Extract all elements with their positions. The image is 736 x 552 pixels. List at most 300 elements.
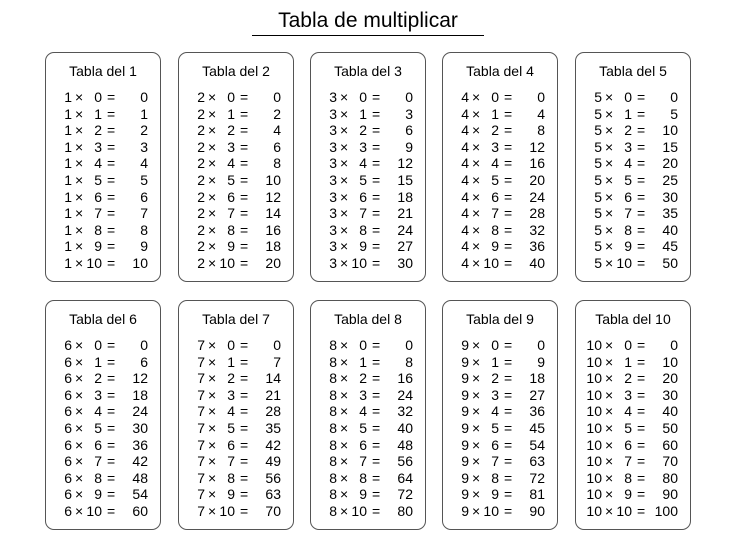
multiplicand: 5 — [594, 171, 602, 188]
multiplicand: 5 — [594, 138, 602, 155]
multiplicand: 10 — [586, 436, 602, 453]
multiplicand: 9 — [461, 386, 469, 403]
multiplicand: 3 — [329, 171, 337, 188]
equals-sign: = — [637, 155, 646, 172]
table-row — [46, 172, 160, 189]
multiplicand: 6 — [64, 386, 72, 403]
table-row — [179, 337, 293, 354]
multiplicand: 6 — [64, 453, 72, 470]
times-sign: × — [208, 337, 217, 353]
multiplier: 5 — [227, 171, 235, 188]
times-sign: × — [208, 486, 217, 503]
multiplier: 8 — [359, 469, 367, 486]
product: 30 — [132, 419, 148, 436]
product: 32 — [397, 403, 413, 420]
table-row — [576, 403, 690, 420]
equals-sign: = — [240, 205, 249, 222]
multiplicand: 7 — [197, 370, 205, 387]
product: 9 — [537, 353, 545, 370]
table-rows — [311, 337, 425, 520]
multiplicand: 4 — [461, 188, 469, 205]
equals-sign: = — [504, 403, 513, 420]
times-sign: × — [208, 89, 217, 105]
equals-sign: = — [107, 353, 116, 370]
table-row — [46, 437, 160, 454]
equals-sign: = — [637, 353, 646, 370]
times-table-card — [575, 52, 691, 282]
multiplier: 2 — [359, 122, 367, 139]
product: 30 — [397, 254, 413, 271]
table-rows — [443, 89, 557, 272]
table-row — [576, 370, 690, 387]
multiplier: 5 — [227, 419, 235, 436]
times-sign: × — [208, 171, 217, 188]
times-sign: × — [472, 138, 481, 155]
times-table-card — [45, 300, 161, 530]
times-sign: × — [605, 238, 614, 255]
times-sign: × — [75, 155, 84, 172]
equals-sign: = — [504, 238, 513, 255]
product: 40 — [662, 221, 678, 238]
product: 6 — [140, 188, 148, 205]
equals-sign: = — [372, 238, 381, 255]
multiplicand: 6 — [64, 502, 72, 519]
equals-sign: = — [372, 171, 381, 188]
table-row — [576, 470, 690, 487]
times-sign: × — [605, 89, 614, 105]
equals-sign: = — [240, 138, 249, 155]
multiplier: 2 — [624, 122, 632, 139]
times-sign: × — [472, 89, 481, 105]
multiplicand: 5 — [594, 254, 602, 271]
multiplier: 10 — [483, 502, 499, 519]
product: 70 — [265, 502, 281, 519]
table-row — [179, 172, 293, 189]
table-row — [46, 106, 160, 123]
table-row — [179, 503, 293, 520]
equals-sign: = — [240, 386, 249, 403]
multiplier: 9 — [359, 238, 367, 255]
equals-sign: = — [637, 436, 646, 453]
product: 24 — [132, 403, 148, 420]
times-sign: × — [472, 453, 481, 470]
multiplier: 4 — [491, 155, 499, 172]
table-row — [443, 354, 557, 371]
multiplicand: 3 — [329, 188, 337, 205]
equals-sign: = — [240, 502, 249, 519]
equals-sign: = — [107, 337, 116, 353]
product: 12 — [265, 188, 281, 205]
equals-sign: = — [504, 469, 513, 486]
multiplicand: 5 — [594, 122, 602, 139]
multiplier: 10 — [351, 502, 367, 519]
multiplier: 8 — [624, 221, 632, 238]
multiplicand: 1 — [64, 238, 72, 255]
times-sign: × — [472, 171, 481, 188]
times-sign: × — [472, 205, 481, 222]
multiplicand: 3 — [329, 138, 337, 155]
product: 21 — [265, 386, 281, 403]
table-row — [576, 387, 690, 404]
table-rows — [179, 89, 293, 272]
equals-sign: = — [372, 254, 381, 271]
multiplicand: 1 — [64, 138, 72, 155]
multiplicand: 10 — [586, 337, 602, 353]
product: 28 — [529, 205, 545, 222]
multiplier: 4 — [359, 155, 367, 172]
table-row — [311, 205, 425, 222]
table-row — [576, 337, 690, 354]
table-row — [443, 255, 557, 272]
equals-sign: = — [637, 453, 646, 470]
equals-sign: = — [107, 138, 116, 155]
multiplicand: 8 — [329, 453, 337, 470]
product: 2 — [140, 122, 148, 139]
table-row — [46, 403, 160, 420]
product: 4 — [273, 122, 281, 139]
multiplicand: 8 — [329, 370, 337, 387]
times-sign: × — [208, 155, 217, 172]
equals-sign: = — [240, 337, 249, 353]
multiplier: 4 — [227, 155, 235, 172]
times-sign: × — [340, 122, 349, 139]
table-row — [311, 437, 425, 454]
multiplier: 8 — [227, 221, 235, 238]
multiplier: 10 — [616, 254, 632, 271]
table-row — [46, 89, 160, 106]
table-rows — [576, 89, 690, 272]
multiplicand: 1 — [64, 122, 72, 139]
multiplier: 2 — [491, 122, 499, 139]
table-row — [576, 238, 690, 255]
equals-sign: = — [107, 89, 116, 105]
multiplicand: 2 — [197, 122, 205, 139]
product: 0 — [140, 89, 148, 105]
times-sign: × — [75, 138, 84, 155]
table-row — [311, 503, 425, 520]
table-row — [179, 403, 293, 420]
product: 35 — [265, 419, 281, 436]
multiplicand: 9 — [461, 337, 469, 353]
multiplier: 7 — [491, 453, 499, 470]
times-table-card — [178, 300, 294, 530]
equals-sign: = — [107, 469, 116, 486]
multiplier: 5 — [359, 171, 367, 188]
equals-sign: = — [504, 436, 513, 453]
multiplicand: 8 — [329, 469, 337, 486]
multiplier: 8 — [491, 469, 499, 486]
table-title: Tabla del 6 — [69, 311, 137, 327]
product: 0 — [273, 89, 281, 105]
product: 7 — [273, 353, 281, 370]
equals-sign: = — [240, 353, 249, 370]
times-sign: × — [340, 469, 349, 486]
equals-sign: = — [240, 171, 249, 188]
product: 2 — [273, 105, 281, 122]
table-rows — [179, 337, 293, 520]
multiplier: 4 — [94, 155, 102, 172]
multiplier: 0 — [94, 337, 102, 353]
table-row — [179, 354, 293, 371]
product: 24 — [529, 188, 545, 205]
product: 6 — [140, 353, 148, 370]
multiplicand: 10 — [586, 419, 602, 436]
multiplier: 6 — [359, 436, 367, 453]
multiplier: 3 — [227, 386, 235, 403]
table-row — [46, 155, 160, 172]
product: 8 — [273, 155, 281, 172]
multiplicand: 9 — [461, 486, 469, 503]
table-row — [576, 437, 690, 454]
times-sign: × — [75, 89, 84, 105]
table-row — [443, 189, 557, 206]
times-table-card — [442, 52, 558, 282]
table-title: Tabla del 10 — [595, 311, 671, 327]
times-table-card — [45, 52, 161, 282]
table-row — [46, 503, 160, 520]
equals-sign: = — [372, 221, 381, 238]
table-title: Tabla del 7 — [202, 311, 270, 327]
product: 6 — [405, 122, 413, 139]
multiplier: 7 — [94, 205, 102, 222]
multiplicand: 10 — [586, 370, 602, 387]
table-row — [46, 420, 160, 437]
table-row — [443, 470, 557, 487]
multiplier: 7 — [227, 205, 235, 222]
multiplier: 9 — [491, 486, 499, 503]
table-row — [443, 370, 557, 387]
product: 48 — [132, 469, 148, 486]
table-row — [46, 255, 160, 272]
table-row — [311, 222, 425, 239]
table-row — [311, 255, 425, 272]
times-sign: × — [340, 254, 349, 271]
table-row — [46, 122, 160, 139]
times-sign: × — [340, 436, 349, 453]
multiplier: 2 — [624, 370, 632, 387]
times-sign: × — [75, 238, 84, 255]
times-sign: × — [605, 502, 614, 519]
equals-sign: = — [637, 486, 646, 503]
table-row — [443, 106, 557, 123]
table-row — [576, 172, 690, 189]
multiplier: 9 — [359, 486, 367, 503]
product: 72 — [397, 486, 413, 503]
equals-sign: = — [372, 105, 381, 122]
multiplicand: 9 — [461, 353, 469, 370]
times-sign: × — [340, 105, 349, 122]
equals-sign: = — [637, 370, 646, 387]
times-sign: × — [75, 486, 84, 503]
multiplier: 9 — [624, 486, 632, 503]
product: 15 — [397, 171, 413, 188]
equals-sign: = — [240, 221, 249, 238]
multiplicand: 3 — [329, 205, 337, 222]
equals-sign: = — [107, 205, 116, 222]
multiplier: 6 — [227, 436, 235, 453]
multiplicand: 2 — [197, 254, 205, 271]
equals-sign: = — [504, 122, 513, 139]
multiplier: 4 — [624, 403, 632, 420]
product: 5 — [140, 171, 148, 188]
table-row — [311, 470, 425, 487]
multiplicand: 8 — [329, 502, 337, 519]
times-sign: × — [75, 337, 84, 353]
multiplicand: 7 — [197, 486, 205, 503]
table-rows — [576, 337, 690, 520]
table-row — [179, 470, 293, 487]
times-sign: × — [75, 502, 84, 519]
times-table-card — [310, 300, 426, 530]
product: 0 — [670, 337, 678, 353]
multiplicand: 9 — [461, 453, 469, 470]
equals-sign: = — [372, 502, 381, 519]
product: 36 — [529, 403, 545, 420]
equals-sign: = — [372, 370, 381, 387]
multiplier: 6 — [491, 436, 499, 453]
times-sign: × — [605, 337, 614, 353]
equals-sign: = — [372, 155, 381, 172]
equals-sign: = — [637, 254, 646, 271]
table-title: Tabla del 5 — [599, 63, 667, 79]
multiplier: 2 — [94, 122, 102, 139]
times-table-card — [310, 52, 426, 282]
table-row — [179, 486, 293, 503]
product: 63 — [265, 486, 281, 503]
table-row — [311, 139, 425, 156]
equals-sign: = — [504, 205, 513, 222]
multiplicand: 2 — [197, 205, 205, 222]
multiplier: 10 — [483, 254, 499, 271]
product: 50 — [662, 254, 678, 271]
product: 50 — [662, 419, 678, 436]
product: 80 — [397, 502, 413, 519]
multiplier: 4 — [359, 403, 367, 420]
equals-sign: = — [504, 171, 513, 188]
table-row — [443, 453, 557, 470]
table-row — [576, 222, 690, 239]
times-sign: × — [208, 419, 217, 436]
table-row — [443, 486, 557, 503]
multiplicand: 8 — [329, 436, 337, 453]
equals-sign: = — [372, 403, 381, 420]
times-sign: × — [472, 155, 481, 172]
times-sign: × — [208, 254, 217, 271]
equals-sign: = — [240, 105, 249, 122]
times-sign: × — [208, 188, 217, 205]
multiplicand: 2 — [197, 105, 205, 122]
product: 60 — [662, 436, 678, 453]
multiplier: 3 — [94, 138, 102, 155]
table-row — [443, 437, 557, 454]
times-sign: × — [75, 171, 84, 188]
multiplier: 2 — [227, 122, 235, 139]
times-sign: × — [472, 105, 481, 122]
product: 30 — [662, 188, 678, 205]
times-sign: × — [472, 486, 481, 503]
times-sign: × — [472, 502, 481, 519]
product: 3 — [140, 138, 148, 155]
times-sign: × — [340, 155, 349, 172]
multiplier: 9 — [227, 486, 235, 503]
table-row — [576, 255, 690, 272]
multiplier: 0 — [359, 337, 367, 353]
multiplier: 0 — [624, 89, 632, 105]
times-table-card — [575, 300, 691, 530]
times-sign: × — [605, 205, 614, 222]
times-sign: × — [208, 238, 217, 255]
multiplier: 0 — [227, 89, 235, 105]
table-row — [46, 387, 160, 404]
multiplicand: 6 — [64, 370, 72, 387]
table-row — [443, 503, 557, 520]
table-row — [576, 453, 690, 470]
multiplier: 10 — [219, 254, 235, 271]
times-sign: × — [605, 353, 614, 370]
equals-sign: = — [372, 436, 381, 453]
equals-sign: = — [372, 89, 381, 105]
times-sign: × — [472, 188, 481, 205]
multiplicand: 8 — [329, 419, 337, 436]
table-row — [311, 189, 425, 206]
product: 40 — [662, 403, 678, 420]
table-row — [179, 238, 293, 255]
product: 90 — [662, 486, 678, 503]
table-row — [311, 387, 425, 404]
multiplicand: 1 — [64, 254, 72, 271]
table-row — [46, 238, 160, 255]
product: 18 — [397, 188, 413, 205]
times-sign: × — [75, 353, 84, 370]
multiplier: 1 — [94, 353, 102, 370]
multiplicand: 10 — [586, 453, 602, 470]
times-sign: × — [472, 254, 481, 271]
multiplicand: 3 — [329, 221, 337, 238]
multiplicand: 2 — [197, 89, 205, 105]
times-sign: × — [75, 403, 84, 420]
product: 18 — [265, 238, 281, 255]
times-sign: × — [75, 419, 84, 436]
multiplier: 3 — [94, 386, 102, 403]
times-sign: × — [605, 386, 614, 403]
equals-sign: = — [504, 138, 513, 155]
times-sign: × — [208, 138, 217, 155]
table-row — [46, 205, 160, 222]
product: 10 — [662, 122, 678, 139]
product: 0 — [670, 89, 678, 105]
multiplicand: 10 — [586, 502, 602, 519]
table-row — [443, 222, 557, 239]
table-rows — [443, 337, 557, 520]
table-row — [179, 189, 293, 206]
product: 36 — [132, 436, 148, 453]
table-rows — [46, 337, 160, 520]
multiplier: 1 — [227, 353, 235, 370]
equals-sign: = — [372, 469, 381, 486]
product: 0 — [537, 89, 545, 105]
equals-sign: = — [637, 419, 646, 436]
multiplier: 7 — [359, 205, 367, 222]
product: 32 — [529, 221, 545, 238]
table-row — [311, 172, 425, 189]
equals-sign: = — [107, 453, 116, 470]
table-row — [576, 503, 690, 520]
equals-sign: = — [107, 436, 116, 453]
times-sign: × — [340, 370, 349, 387]
product: 0 — [140, 337, 148, 353]
product: 18 — [529, 370, 545, 387]
times-sign: × — [340, 138, 349, 155]
